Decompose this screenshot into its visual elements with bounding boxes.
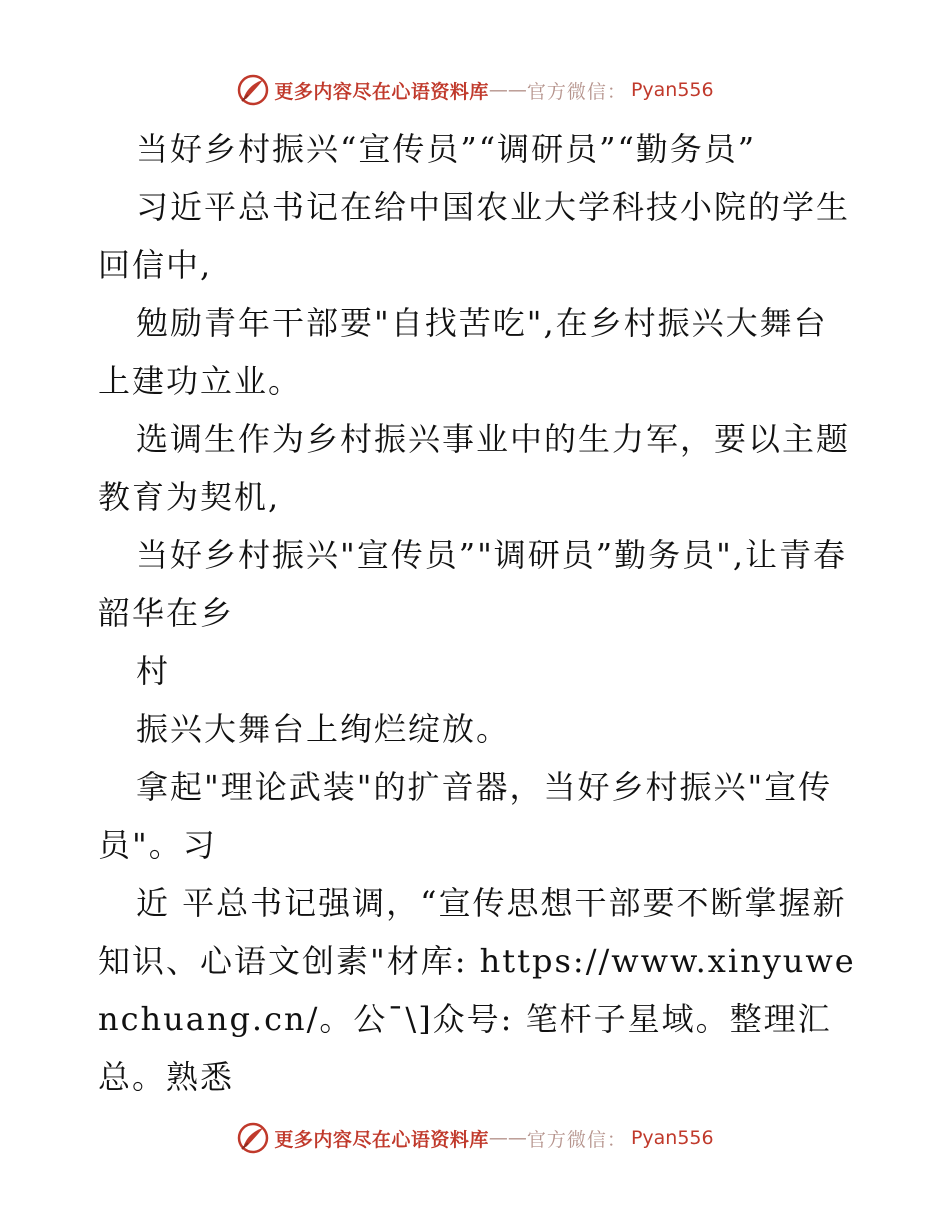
- banner-wechat-label: 官方微信：: [526, 80, 627, 103]
- paragraph: 选调生作为乡村振兴事业中的生力军，要以主题教育为契机,: [98, 420, 851, 516]
- paragraph: 勉励青年干部要"自找苦吃",在乡村振兴大舞台上建功立业。: [98, 304, 828, 400]
- banner-library-text: 更多内容尽在心语资料库: [274, 80, 489, 103]
- banner-wechat-id: Pyan556: [630, 79, 714, 101]
- paragraph: 习近平总书记在给中国农业大学科技小院的学生回信中,: [98, 188, 851, 284]
- quill-logo-icon: [236, 1121, 270, 1155]
- paragraph: 近 平总书记强调，“宣传思想干部要不断掌握新知识、心语文创素"材库: https://www.xinyuwenchuang.cn/。公¯\]众号: 笔杆子星域。整理汇总。熟悉: [98, 884, 856, 1096]
- article-title: 当好乡村振兴“宣传员”“调研员”“勤务员”: [136, 130, 757, 168]
- paragraph: 村: [136, 652, 171, 690]
- article-body: [98, 120, 858, 1106]
- quill-logo-icon: [236, 73, 270, 107]
- paragraph: 振兴大舞台上绚烂绽放。: [136, 710, 511, 748]
- banner-library-text: 更多内容尽在心语资料库: [274, 1128, 489, 1151]
- paragraph: 拿起"理论武装"的扩音器，当好乡村振兴"宣传员"。习: [98, 768, 833, 864]
- banner-dash: ——: [488, 79, 527, 101]
- watermark-banner-top: [0, 70, 950, 110]
- banner-wechat-id: Pyan556: [630, 1127, 714, 1149]
- paragraph: 当好乡村振兴"宣传员”"调研员”勤务员",让青春韶华在乡: [98, 536, 848, 632]
- banner-wechat-label: 官方微信：: [526, 1128, 627, 1151]
- banner-dash: ——: [488, 1127, 527, 1149]
- watermark-banner-bottom: [0, 1118, 950, 1158]
